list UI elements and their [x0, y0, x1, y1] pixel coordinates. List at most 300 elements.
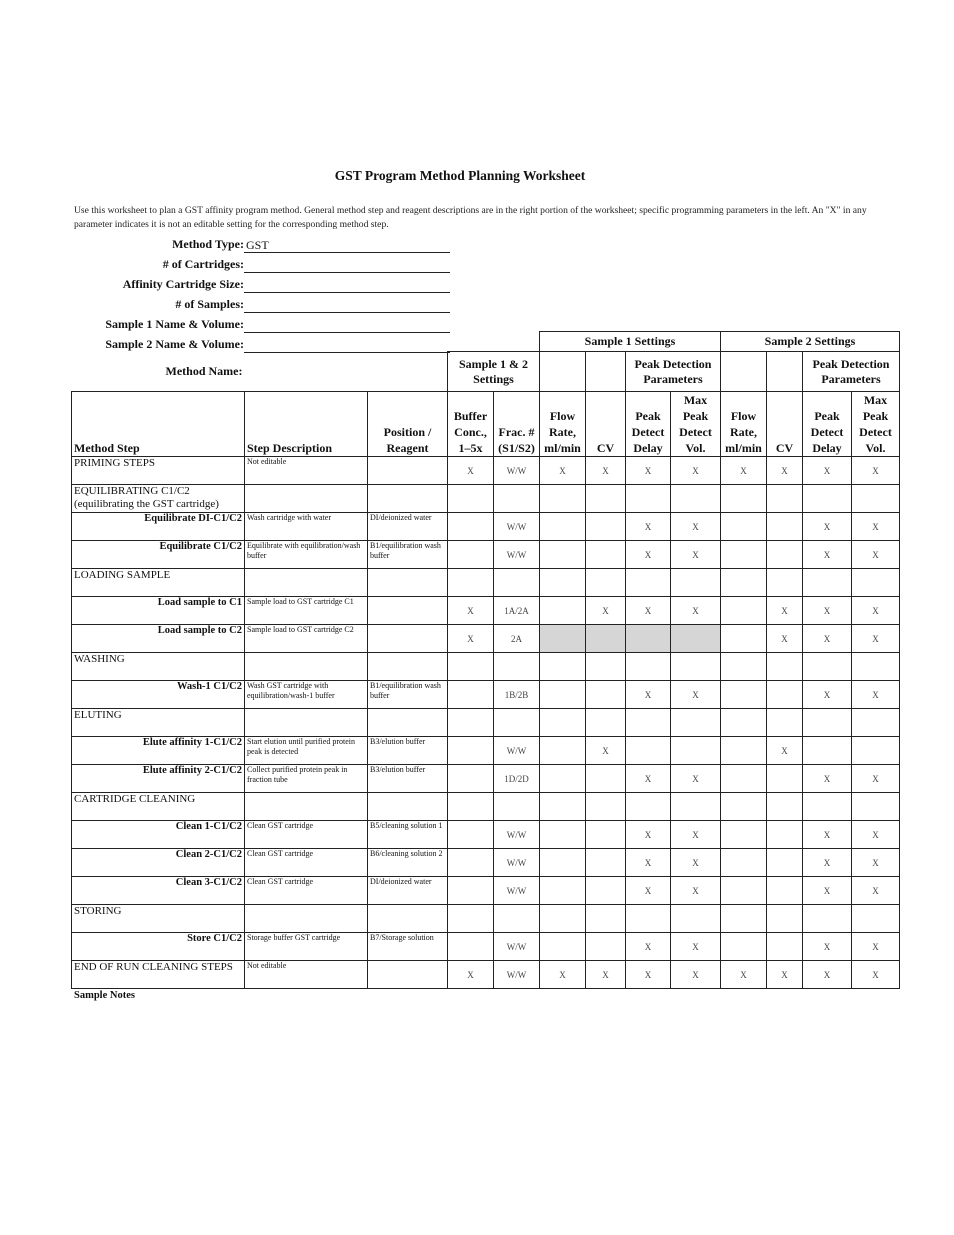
parameter-cell[interactable]: [586, 513, 626, 541]
parameter-cell[interactable]: [721, 905, 767, 933]
step-description-cell: [245, 485, 368, 513]
field-input[interactable]: [244, 254, 450, 273]
parameter-cell: X: [671, 821, 721, 849]
parameter-cell: X: [671, 541, 721, 569]
method-step-header: Method Step: [72, 392, 245, 457]
parameter-cell: X: [448, 457, 494, 485]
parameter-cell[interactable]: [540, 933, 586, 961]
parameter-cell[interactable]: [540, 849, 586, 877]
parameter-cell[interactable]: [721, 793, 767, 821]
step-description-cell: [245, 709, 368, 737]
parameter-cell[interactable]: [671, 709, 721, 737]
parameter-cell: X: [626, 513, 671, 541]
parameter-cell[interactable]: [721, 681, 767, 709]
parameter-cell: X: [671, 765, 721, 793]
table-row: [72, 513, 900, 541]
parameter-cell[interactable]: [540, 793, 586, 821]
sample12-settings-header: Sample 1 & 2 Settings: [448, 352, 540, 392]
parameter-cell: X: [626, 961, 671, 989]
intro-text: Use this worksheet to plan a GST affinity program method. General method step and reagent descriptions are in the right portion of the worksheet; specific programming parameters in the left. An "X" in any parameter indicates it is not an editable setting for the corresponding method step.: [74, 205, 867, 230]
parameter-cell[interactable]: [586, 905, 626, 933]
parameter-cell[interactable]: [586, 709, 626, 737]
flow-rate-2-header: Flow Rate, ml/min: [721, 392, 767, 457]
position-reagent-header: Position / Reagent: [368, 392, 448, 457]
parameter-cell: X: [852, 541, 900, 569]
parameter-cell[interactable]: [448, 681, 494, 709]
flow-rate-1-header: Flow Rate, ml/min: [540, 392, 586, 457]
parameter-cell[interactable]: [852, 737, 900, 765]
position-reagent-cell: [368, 597, 448, 625]
parameter-cell[interactable]: [626, 569, 671, 597]
field-input[interactable]: [244, 274, 450, 293]
parameter-cell[interactable]: [721, 849, 767, 877]
parameter-cell[interactable]: [671, 905, 721, 933]
parameter-cell[interactable]: [540, 597, 586, 625]
parameter-cell[interactable]: [767, 793, 803, 821]
parameter-cell: X: [767, 457, 803, 485]
parameter-cell: W/W: [494, 737, 540, 765]
parameter-cell: X: [448, 961, 494, 989]
table-row: [72, 877, 900, 905]
parameter-cell: X: [626, 457, 671, 485]
parameter-cell[interactable]: [448, 793, 494, 821]
field-input[interactable]: GST: [244, 234, 450, 253]
parameter-cell: X: [803, 513, 852, 541]
parameter-cell[interactable]: [767, 681, 803, 709]
parameter-cell[interactable]: [767, 485, 803, 513]
parameter-cell[interactable]: [721, 737, 767, 765]
position-reagent-cell: [368, 653, 448, 681]
parameter-cell: X: [852, 625, 900, 653]
parameter-cell: X: [671, 877, 721, 905]
step-description-cell: Sample load to GST cartridge C1: [245, 597, 368, 625]
peak-delay-2-header: Peak Detect Delay: [803, 392, 852, 457]
table-row: [72, 597, 900, 625]
parameter-cell: X: [803, 849, 852, 877]
parameter-cell[interactable]: [852, 793, 900, 821]
parameter-cell[interactable]: [803, 793, 852, 821]
table-row: [72, 709, 900, 737]
step-description-cell: Collect purified protein peak in fraction tube: [245, 765, 368, 793]
table-row: [72, 541, 900, 569]
peak-detection-header-2: Peak Detection Parameters: [803, 352, 900, 392]
parameter-cell[interactable]: [767, 569, 803, 597]
position-reagent-cell: B6/cleaning solution 2: [368, 849, 448, 877]
parameter-cell[interactable]: [540, 513, 586, 541]
page-title: GST Program Method Planning Worksheet: [334, 168, 586, 183]
position-reagent-cell: B3/elution buffer: [368, 737, 448, 765]
method-step-cell: Clean 1-C1/C2: [72, 821, 245, 849]
parameter-cell: W/W: [494, 513, 540, 541]
parameter-cell[interactable]: [540, 737, 586, 765]
parameter-cell[interactable]: [803, 905, 852, 933]
position-reagent-cell: DI/deionized water: [368, 513, 448, 541]
step-description-header: Step Description: [245, 392, 368, 457]
parameter-cell[interactable]: [540, 569, 586, 597]
position-reagent-cell: [368, 625, 448, 653]
parameter-cell[interactable]: [626, 653, 671, 681]
method-step-cell: Wash-1 C1/C2: [72, 681, 245, 709]
parameter-cell[interactable]: [803, 569, 852, 597]
field-label: Method Type:: [172, 237, 244, 251]
parameter-cell: X: [626, 765, 671, 793]
parameter-cell[interactable]: [721, 541, 767, 569]
table-row: [72, 625, 900, 653]
method-step-cell: Load sample to C1: [72, 597, 245, 625]
parameter-cell[interactable]: [540, 905, 586, 933]
parameter-cell: [586, 625, 626, 653]
parameter-cell: W/W: [494, 541, 540, 569]
parameter-cell[interactable]: [671, 485, 721, 513]
parameter-cell[interactable]: [586, 653, 626, 681]
parameter-cell: 1A/2A: [494, 597, 540, 625]
table-row: [72, 849, 900, 877]
peak-delay-1-header: Peak Detect Delay: [626, 392, 671, 457]
position-reagent-cell: B3/elution buffer: [368, 765, 448, 793]
table-row: [72, 653, 900, 681]
parameter-cell: X: [767, 597, 803, 625]
step-description-cell: Not editable: [245, 961, 368, 989]
cv-2-header: CV: [767, 392, 803, 457]
parameter-cell[interactable]: [671, 569, 721, 597]
parameter-cell[interactable]: [767, 541, 803, 569]
parameter-cell[interactable]: [448, 933, 494, 961]
field-label: # of Samples:: [175, 297, 244, 311]
step-description-cell: Equilibrate with equilibration/wash buffer: [245, 541, 368, 569]
parameter-cell[interactable]: [494, 569, 540, 597]
method-step-cell: ELUTING: [72, 709, 245, 737]
parameter-cell[interactable]: [671, 793, 721, 821]
method-step-cell: PRIMING STEPS: [72, 457, 245, 485]
parameter-cell: X: [626, 877, 671, 905]
parameter-cell: X: [671, 457, 721, 485]
parameter-cell[interactable]: [540, 681, 586, 709]
parameter-cell: X: [540, 457, 586, 485]
parameter-cell[interactable]: [448, 569, 494, 597]
method-step-cell: Equilibrate C1/C2: [72, 541, 245, 569]
frac-header: Frac. # (S1/S2): [494, 392, 540, 457]
parameter-cell: X: [626, 597, 671, 625]
parameter-cell[interactable]: [494, 793, 540, 821]
method-step-cell: END OF RUN CLEANING STEPS: [72, 961, 245, 989]
table-row: [72, 821, 900, 849]
parameter-cell: X: [803, 933, 852, 961]
parameter-cell: X: [852, 597, 900, 625]
parameter-cell: X: [540, 961, 586, 989]
parameter-cell: X: [803, 961, 852, 989]
parameter-cell[interactable]: [803, 709, 852, 737]
table-row: [72, 905, 900, 933]
parameter-cell[interactable]: [448, 709, 494, 737]
step-description-cell: Wash cartridge with water: [245, 513, 368, 541]
method-step-cell: EQUILIBRATING C1/C2 (equilibrating the GST cartridge): [72, 485, 245, 513]
parameter-cell[interactable]: [626, 793, 671, 821]
position-reagent-cell: [368, 793, 448, 821]
parameter-cell: X: [852, 933, 900, 961]
parameter-cell[interactable]: [540, 765, 586, 793]
parameter-cell[interactable]: [767, 653, 803, 681]
parameter-cell[interactable]: [721, 597, 767, 625]
parameter-cell[interactable]: [494, 485, 540, 513]
buffer-conc-header: Buffer Conc., 1–5x: [448, 392, 494, 457]
sample-notes-label: Sample Notes: [74, 990, 135, 1001]
parameter-cell: X: [803, 681, 852, 709]
method-step-cell: CARTRIDGE CLEANING: [72, 793, 245, 821]
field-label: Affinity Cartridge Size:: [122, 277, 244, 291]
step-description-cell: Clean GST cartridge: [245, 877, 368, 905]
parameter-cell[interactable]: [494, 709, 540, 737]
parameter-cell: X: [767, 737, 803, 765]
parameter-cell[interactable]: [721, 821, 767, 849]
parameter-cell: X: [721, 961, 767, 989]
peak-detection-header-1: Peak Detection Parameters: [626, 352, 721, 392]
step-description-cell: Storage buffer GST cartridge: [245, 933, 368, 961]
parameter-cell[interactable]: [586, 821, 626, 849]
step-description-cell: Clean GST cartridge: [245, 821, 368, 849]
parameter-cell: X: [671, 681, 721, 709]
position-reagent-cell: DI/deionized water: [368, 877, 448, 905]
method-step-cell: Elute affinity 1-C1/C2: [72, 737, 245, 765]
parameter-cell[interactable]: [626, 485, 671, 513]
parameter-cell[interactable]: [540, 485, 586, 513]
parameter-cell[interactable]: [767, 765, 803, 793]
parameter-cell[interactable]: [586, 877, 626, 905]
parameter-cell: X: [626, 821, 671, 849]
position-reagent-cell: [368, 961, 448, 989]
method-step-cell: Store C1/C2: [72, 933, 245, 961]
table-row: [72, 457, 900, 485]
parameter-cell: X: [852, 765, 900, 793]
parameter-cell: X: [671, 961, 721, 989]
cv-1-header: CV: [586, 392, 626, 457]
parameter-cell[interactable]: [448, 541, 494, 569]
parameter-cell: [540, 625, 586, 653]
parameter-cell: X: [671, 849, 721, 877]
parameter-cell: X: [671, 513, 721, 541]
parameter-cell[interactable]: [803, 485, 852, 513]
parameter-cell[interactable]: [852, 709, 900, 737]
parameter-cell[interactable]: [586, 765, 626, 793]
method-step-cell: Elute affinity 2-C1/C2: [72, 765, 245, 793]
position-reagent-cell: [368, 569, 448, 597]
parameter-cell: X: [803, 597, 852, 625]
parameter-cell[interactable]: [540, 877, 586, 905]
parameter-cell[interactable]: [626, 905, 671, 933]
parameter-cell: X: [803, 625, 852, 653]
parameter-cell[interactable]: [448, 905, 494, 933]
position-reagent-cell: [368, 905, 448, 933]
parameter-cell: 1D/2D: [494, 765, 540, 793]
method-name-field[interactable]: [245, 352, 448, 392]
parameter-cell[interactable]: [626, 737, 671, 765]
parameter-cell: X: [852, 821, 900, 849]
parameter-cell[interactable]: [852, 485, 900, 513]
parameter-cell[interactable]: [852, 905, 900, 933]
parameter-cell[interactable]: [767, 933, 803, 961]
table-row: [72, 793, 900, 821]
position-reagent-cell: B1/equilibration wash buffer: [368, 541, 448, 569]
step-description-cell: [245, 793, 368, 821]
field-label: # of Cartridges:: [162, 257, 244, 271]
parameter-cell: X: [767, 625, 803, 653]
parameter-cell[interactable]: [852, 569, 900, 597]
parameter-cell[interactable]: [448, 513, 494, 541]
parameter-cell[interactable]: [586, 485, 626, 513]
method-step-cell: Clean 3-C1/C2: [72, 877, 245, 905]
step-description-cell: Wash GST cartridge with equilibration/wash-1 buffer: [245, 681, 368, 709]
parameter-cell[interactable]: [767, 513, 803, 541]
table-row: [72, 933, 900, 961]
parameter-cell[interactable]: [721, 485, 767, 513]
parameter-cell[interactable]: [540, 821, 586, 849]
parameter-cell[interactable]: [586, 569, 626, 597]
parameter-cell[interactable]: [586, 933, 626, 961]
method-step-cell: Load sample to C2: [72, 625, 245, 653]
parameter-cell: 1B/2B: [494, 681, 540, 709]
method-step-cell: LOADING SAMPLE: [72, 569, 245, 597]
parameter-cell: X: [448, 625, 494, 653]
parameter-cell: W/W: [494, 877, 540, 905]
method-step-cell: Clean 2-C1/C2: [72, 849, 245, 877]
parameter-cell[interactable]: [494, 653, 540, 681]
parameter-cell: X: [852, 877, 900, 905]
parameter-cell[interactable]: [671, 737, 721, 765]
parameter-cell[interactable]: [721, 653, 767, 681]
parameter-cell: X: [626, 681, 671, 709]
parameter-cell[interactable]: [586, 681, 626, 709]
parameter-cell: X: [803, 457, 852, 485]
parameter-cell: X: [803, 821, 852, 849]
parameter-cell: X: [852, 961, 900, 989]
parameter-cell[interactable]: [721, 709, 767, 737]
parameter-cell[interactable]: [803, 737, 852, 765]
position-reagent-cell: [368, 709, 448, 737]
method-step-cell: STORING: [72, 905, 245, 933]
parameter-cell: X: [671, 933, 721, 961]
step-description-cell: [245, 569, 368, 597]
parameter-cell: X: [626, 541, 671, 569]
parameter-cell[interactable]: [626, 709, 671, 737]
step-description-cell: Clean GST cartridge: [245, 849, 368, 877]
table-row: [72, 569, 900, 597]
position-reagent-cell: B5/cleaning solution 1: [368, 821, 448, 849]
parameter-cell: X: [586, 457, 626, 485]
step-description-cell: Sample load to GST cartridge C2: [245, 625, 368, 653]
position-reagent-cell: [368, 457, 448, 485]
sample2-settings-header: Sample 2 Settings: [721, 332, 900, 352]
parameter-cell[interactable]: [494, 905, 540, 933]
parameter-cell[interactable]: [586, 849, 626, 877]
table-row: [72, 961, 900, 989]
field-label: Sample 2 Name & Volume:: [105, 337, 244, 351]
parameter-cell[interactable]: [767, 709, 803, 737]
parameter-cell: W/W: [494, 821, 540, 849]
position-reagent-cell: [368, 485, 448, 513]
field-label: Sample 1 Name & Volume:: [105, 317, 244, 331]
parameter-cell[interactable]: [586, 793, 626, 821]
parameter-cell: X: [448, 597, 494, 625]
parameter-cell: X: [803, 765, 852, 793]
parameter-cell[interactable]: [767, 849, 803, 877]
parameter-cell: 2A: [494, 625, 540, 653]
parameter-cell: X: [626, 933, 671, 961]
parameter-cell[interactable]: [803, 653, 852, 681]
parameter-cell: W/W: [494, 457, 540, 485]
parameter-cell[interactable]: [721, 933, 767, 961]
parameter-cell: X: [721, 457, 767, 485]
parameter-cell: X: [671, 597, 721, 625]
parameter-cell: [671, 625, 721, 653]
parameter-cell[interactable]: [767, 905, 803, 933]
parameter-cell[interactable]: [721, 765, 767, 793]
sample1-settings-header: Sample 1 Settings: [540, 332, 721, 352]
parameter-cell[interactable]: [671, 653, 721, 681]
parameter-cell[interactable]: [448, 485, 494, 513]
parameter-cell: W/W: [494, 961, 540, 989]
parameter-cell[interactable]: [767, 821, 803, 849]
table-row: [72, 737, 900, 765]
parameter-cell: X: [803, 877, 852, 905]
parameter-cell[interactable]: [721, 513, 767, 541]
parameter-cell[interactable]: [852, 653, 900, 681]
parameter-cell[interactable]: [767, 877, 803, 905]
field-input[interactable]: [244, 294, 450, 313]
parameter-cell[interactable]: [540, 541, 586, 569]
parameter-cell: X: [767, 961, 803, 989]
parameter-cell[interactable]: [540, 709, 586, 737]
parameter-cell: X: [586, 737, 626, 765]
step-description-cell: [245, 653, 368, 681]
max-peak-2-header: Max Peak Detect Vol.: [852, 392, 900, 457]
position-reagent-cell: B1/equilibration wash buffer: [368, 681, 448, 709]
parameter-cell: X: [626, 849, 671, 877]
parameter-cell[interactable]: [448, 737, 494, 765]
worksheet-table: [71, 331, 900, 989]
parameter-cell: W/W: [494, 849, 540, 877]
parameter-cell: X: [803, 541, 852, 569]
position-reagent-cell: B7/Storage solution: [368, 933, 448, 961]
table-row: [72, 485, 900, 513]
parameter-cell[interactable]: [586, 541, 626, 569]
parameter-cell: X: [586, 597, 626, 625]
parameter-cell[interactable]: [540, 653, 586, 681]
method-name-label: Method Name:: [165, 363, 243, 378]
step-description-cell: Start elution until purified protein peak is detected: [245, 737, 368, 765]
parameter-cell[interactable]: [448, 765, 494, 793]
parameter-cell[interactable]: [721, 569, 767, 597]
parameter-cell[interactable]: [448, 821, 494, 849]
parameter-cell: [626, 625, 671, 653]
table-row: [72, 765, 900, 793]
parameter-cell: X: [586, 961, 626, 989]
parameter-cell[interactable]: [448, 877, 494, 905]
parameter-cell: X: [852, 513, 900, 541]
parameter-cell[interactable]: [721, 625, 767, 653]
parameter-cell[interactable]: [448, 653, 494, 681]
step-description-cell: Not editable: [245, 457, 368, 485]
parameter-cell: X: [852, 849, 900, 877]
parameter-cell[interactable]: [721, 877, 767, 905]
method-step-cell: Equilibrate DI-C1/C2: [72, 513, 245, 541]
step-description-cell: [245, 905, 368, 933]
parameter-cell: X: [852, 457, 900, 485]
max-peak-1-header: Max Peak Detect Vol.: [671, 392, 721, 457]
table-row: [72, 681, 900, 709]
parameter-cell: X: [852, 681, 900, 709]
parameter-cell[interactable]: [448, 849, 494, 877]
parameter-cell: W/W: [494, 933, 540, 961]
method-step-cell: WASHING: [72, 653, 245, 681]
